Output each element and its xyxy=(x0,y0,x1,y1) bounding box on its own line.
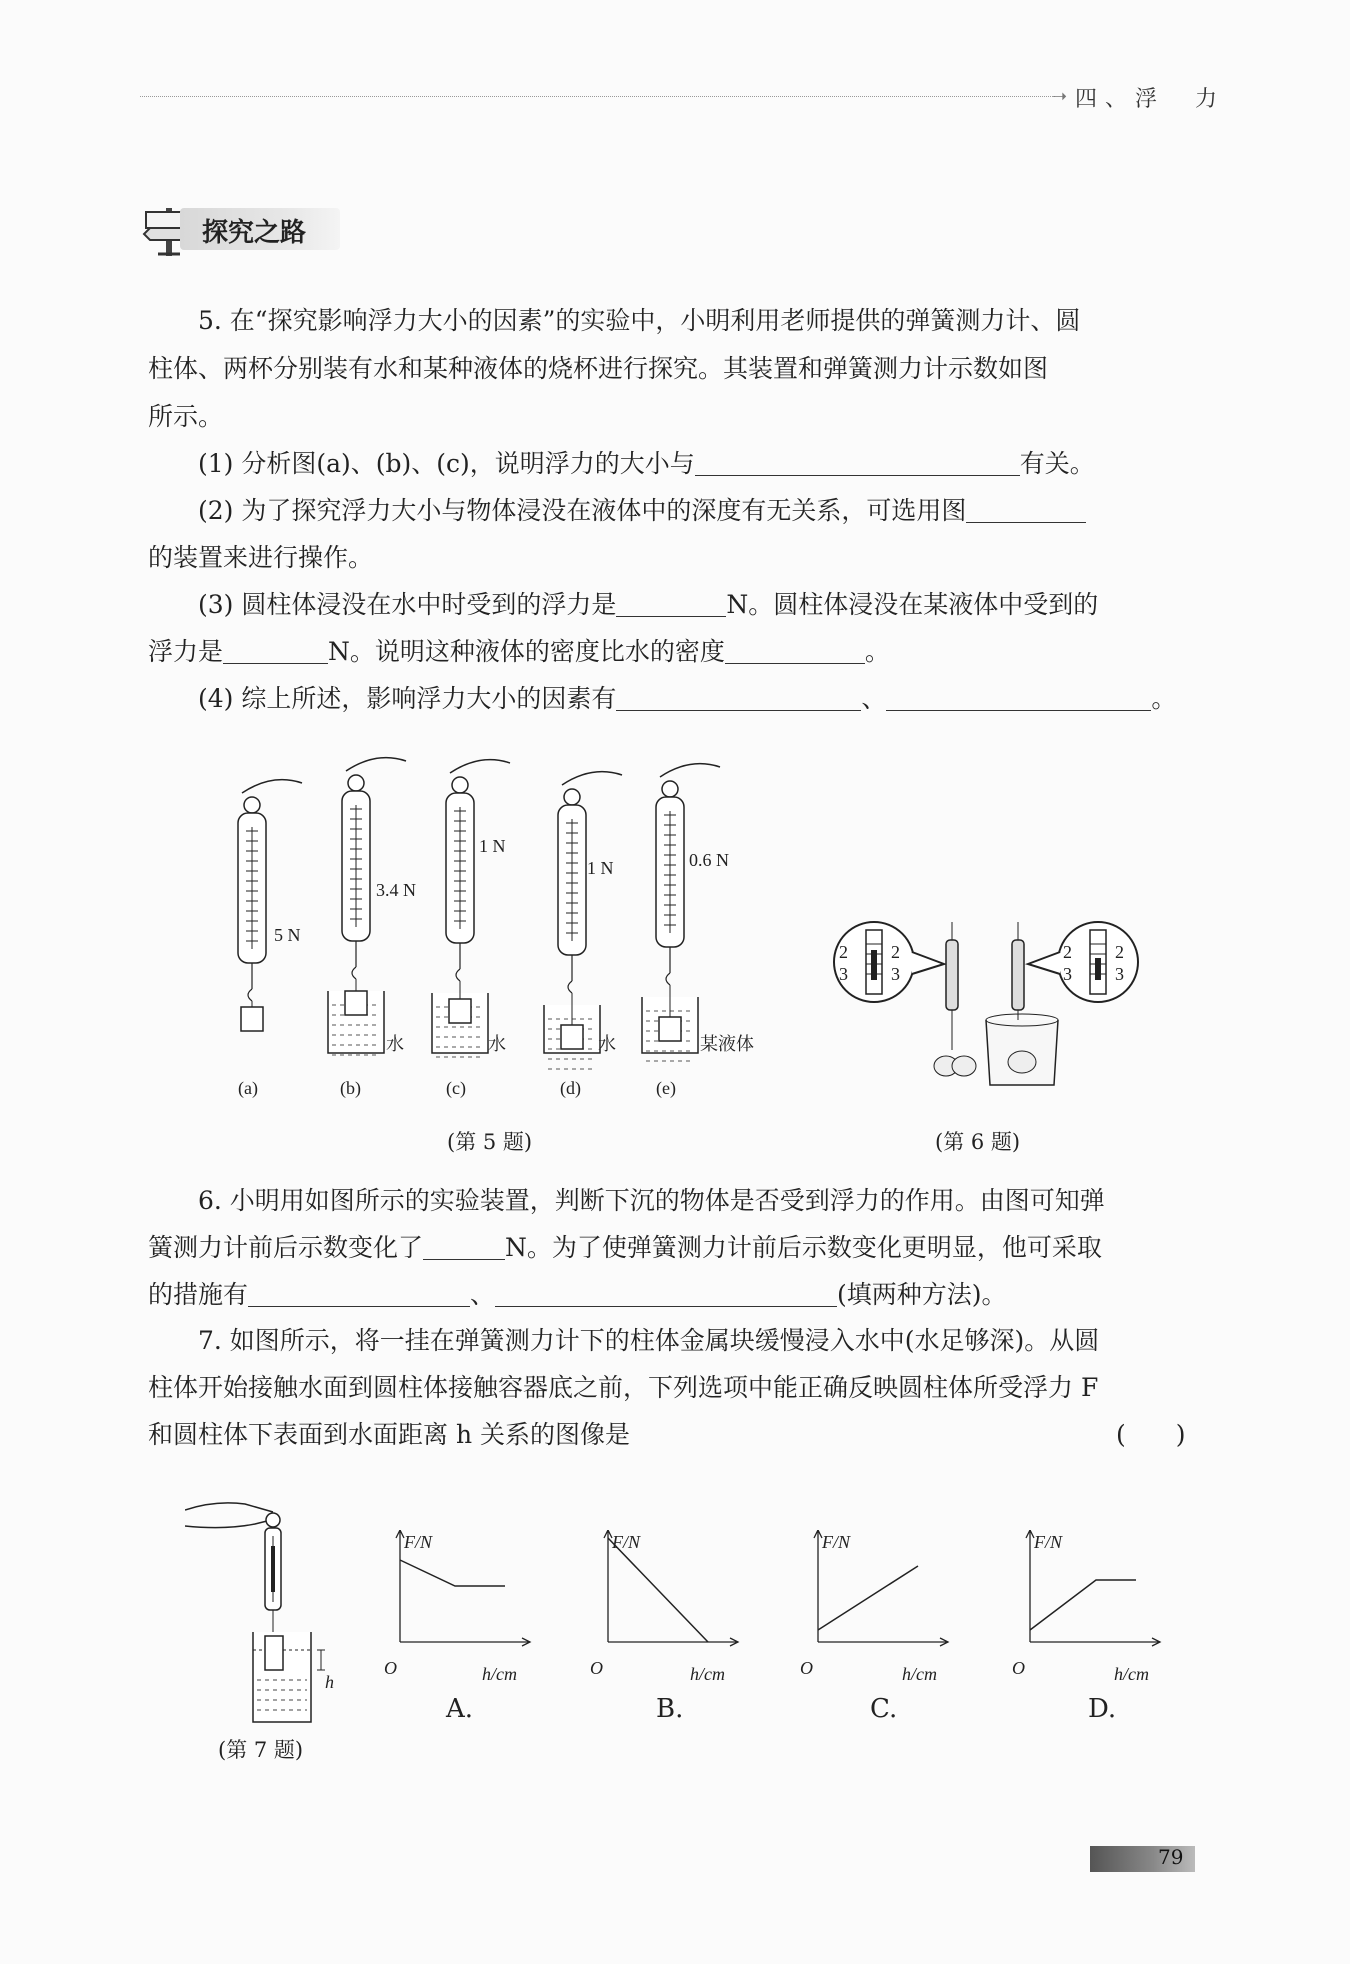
q6-line-3-tail: (填两种方法)。 xyxy=(837,1280,1007,1309)
q5-line-3: 所示。 xyxy=(148,402,224,431)
reading-e: 0.6 N xyxy=(689,850,729,870)
q5-part-3-text-d: N。说明这种液体的密度比水的密度 xyxy=(328,637,725,666)
graph-curve xyxy=(818,1566,918,1630)
answer-blank[interactable] xyxy=(725,635,865,664)
scale-ring xyxy=(348,775,364,791)
liquid-e: 某液体 xyxy=(700,1034,754,1054)
graph-d-xlabel: h/cm xyxy=(1114,1664,1149,1684)
reading-d: 1 N xyxy=(587,858,614,878)
q5-part-2 xyxy=(198,488,1086,534)
graph-b-ylabel: F/N xyxy=(612,1532,641,1552)
answer-blank[interactable] xyxy=(223,635,328,664)
graph-c-ylabel: F/N xyxy=(822,1532,851,1552)
fig6-scale-left-4: 3 xyxy=(891,964,900,984)
q6-line-2-tail: N。为了使弹簧测力计前后示数变化更明显，他可采取 xyxy=(505,1233,1102,1262)
panel-label-c: (c) xyxy=(446,1078,466,1098)
answer-blank[interactable] xyxy=(695,447,1020,476)
figure-6-caption: (第 6 题) xyxy=(935,1130,1021,1154)
hand-icon xyxy=(242,780,302,793)
q5-part-3-text-c: 浮力是 xyxy=(148,637,224,666)
answer-blank[interactable] xyxy=(886,682,1151,711)
graph-curve xyxy=(1030,1580,1136,1630)
answer-blank[interactable] xyxy=(616,588,726,617)
chapter-title: 四、浮 力 xyxy=(1075,87,1226,112)
q5-part-3-cont xyxy=(148,629,890,675)
q5-part-2-tail: 的装置来进行操作。 xyxy=(148,543,374,572)
panel-label-d: (d) xyxy=(560,1078,581,1098)
q5-part-1-tail: 有关。 xyxy=(1019,449,1095,478)
graph-a-xlabel: h/cm xyxy=(482,1664,517,1684)
scale-ring xyxy=(244,797,260,813)
q5-part-3 xyxy=(198,582,1098,628)
q6-line-3-text: 的措施有 xyxy=(148,1280,249,1309)
q7-line-2: 柱体开始接触水面到圆柱体接触容器底之前，下列选项中能正确反映圆柱体所受浮力 F xyxy=(148,1373,1099,1402)
graph-d-ylabel: F/N xyxy=(1034,1532,1063,1552)
graph-b-origin: O xyxy=(590,1658,603,1678)
q7-line-1: 7. 如图所示，将一挂在弹簧测力计下的柱体金属块缓慢浸入水中(水足够深)。从圆 xyxy=(198,1326,1100,1355)
fig6-scale-right-1: 2 xyxy=(1063,942,1072,962)
fig6-scale-right-3: 3 xyxy=(1063,964,1072,984)
panel-label-e: (e) xyxy=(656,1078,676,1098)
fig6-scale-left-3: 3 xyxy=(839,964,848,984)
figure-7-apparatus xyxy=(185,1490,355,1740)
graph-a-ylabel: F/N xyxy=(404,1532,433,1552)
liquid-c: 水 xyxy=(488,1034,506,1054)
q5-line-1: 5. 在“探究影响浮力大小的因素”的实验中，小明利用老师提供的弹簧测力计、圆 xyxy=(198,306,1081,335)
q5-line-2: 柱体、两杯分别装有水和某种液体的烧杯进行探究。其装置和弹簧测力计示数如图 xyxy=(148,354,1049,383)
q6-line-3 xyxy=(148,1272,1007,1318)
q5-part-1 xyxy=(198,441,1095,487)
cylinder-block xyxy=(561,1025,583,1049)
graph-curve xyxy=(608,1538,708,1642)
q7-line-3: 和圆柱体下表面到水面距离 h 关系的图像是 xyxy=(148,1420,630,1449)
q5-part-2-text: (2) 为了探究浮力大小与物体浸没在液体中的深度有无关系，可选用图 xyxy=(198,496,967,525)
header-arrow-icon: ➝ xyxy=(1052,86,1068,107)
answer-blank[interactable] xyxy=(423,1231,505,1260)
q5-part-4-tail: 。 xyxy=(1151,684,1177,713)
option-d[interactable]: D. xyxy=(1088,1694,1117,1724)
h-label: h xyxy=(325,1672,334,1692)
answer-paren[interactable]: ( ) xyxy=(1116,1420,1186,1449)
q6-line-1: 6. 小明用如图所示的实验装置，判断下沉的物体是否受到浮力的作用。由图可知弹 xyxy=(198,1186,1105,1215)
q5-part-4-sep: 、 xyxy=(861,684,887,713)
scale-ring xyxy=(662,781,678,797)
cylinder-block xyxy=(449,999,471,1023)
q5-part-3-text-e: 。 xyxy=(864,637,890,666)
section-badge xyxy=(140,198,345,258)
reading-c: 1 N xyxy=(479,836,506,856)
cylinder-block xyxy=(345,991,367,1015)
option-b[interactable]: B. xyxy=(656,1694,684,1724)
answer-blank[interactable] xyxy=(616,682,861,711)
answer-blank[interactable] xyxy=(495,1278,837,1307)
hand-icon xyxy=(346,758,406,771)
figure-6 xyxy=(826,900,1156,1090)
section-title: 探究之路 xyxy=(202,218,307,248)
figure-7-caption: (第 7 题) xyxy=(218,1738,304,1762)
scale-ring xyxy=(564,789,580,805)
q5-part-1-text: (1) 分析图(a)、(b)、(c)，说明浮力的大小与 xyxy=(198,449,695,478)
header-rule xyxy=(140,96,1055,97)
scale-ring xyxy=(452,777,468,793)
option-c[interactable]: C. xyxy=(870,1694,898,1724)
reading-a: 5 N xyxy=(274,925,301,945)
q5-part-4-text: (4) 综上所述，影响浮力大小的因素有 xyxy=(198,684,617,713)
panel-label-b: (b) xyxy=(340,1078,361,1098)
liquid-b: 水 xyxy=(386,1034,404,1054)
cylinder-block xyxy=(241,1007,263,1031)
hand-icon xyxy=(450,760,510,773)
q6-line-3-sep: 、 xyxy=(470,1280,496,1309)
graph-a-origin: O xyxy=(384,1658,397,1678)
graph-c-origin: O xyxy=(800,1658,813,1678)
q5-part-4 xyxy=(198,676,1176,722)
fig6-scale-left-2: 2 xyxy=(891,942,900,962)
graph-c-xlabel: h/cm xyxy=(902,1664,937,1684)
q5-part-3-text: (3) 圆柱体浸没在水中时受到的浮力是 xyxy=(198,590,617,619)
panel-label-a: (a) xyxy=(238,1078,258,1098)
graph-b-xlabel: h/cm xyxy=(690,1664,725,1684)
liquid-d: 水 xyxy=(598,1034,616,1054)
option-a[interactable]: A. xyxy=(446,1694,474,1724)
hand-icon xyxy=(660,764,720,777)
answer-blank[interactable] xyxy=(248,1278,470,1307)
q6-line-2-text: 簧测力计前后示数变化了 xyxy=(148,1233,424,1262)
q6-line-2 xyxy=(148,1225,1102,1271)
figure-5-caption: (第 5 题) xyxy=(447,1130,533,1154)
page-number: 79 xyxy=(1158,1845,1184,1869)
fig6-scale-left-1: 2 xyxy=(839,942,848,962)
hand-icon xyxy=(562,772,622,785)
graph-curve xyxy=(400,1560,505,1586)
fig6-scale-right-2: 2 xyxy=(1115,942,1124,962)
reading-b: 3.4 N xyxy=(376,880,416,900)
cylinder-block xyxy=(659,1017,681,1041)
answer-blank[interactable] xyxy=(966,494,1086,523)
fig6-scale-right-4: 3 xyxy=(1115,964,1124,984)
q5-part-3-text-b: N。圆柱体浸没在某液体中受到的 xyxy=(726,590,1099,619)
graph-d-origin: O xyxy=(1012,1658,1025,1678)
